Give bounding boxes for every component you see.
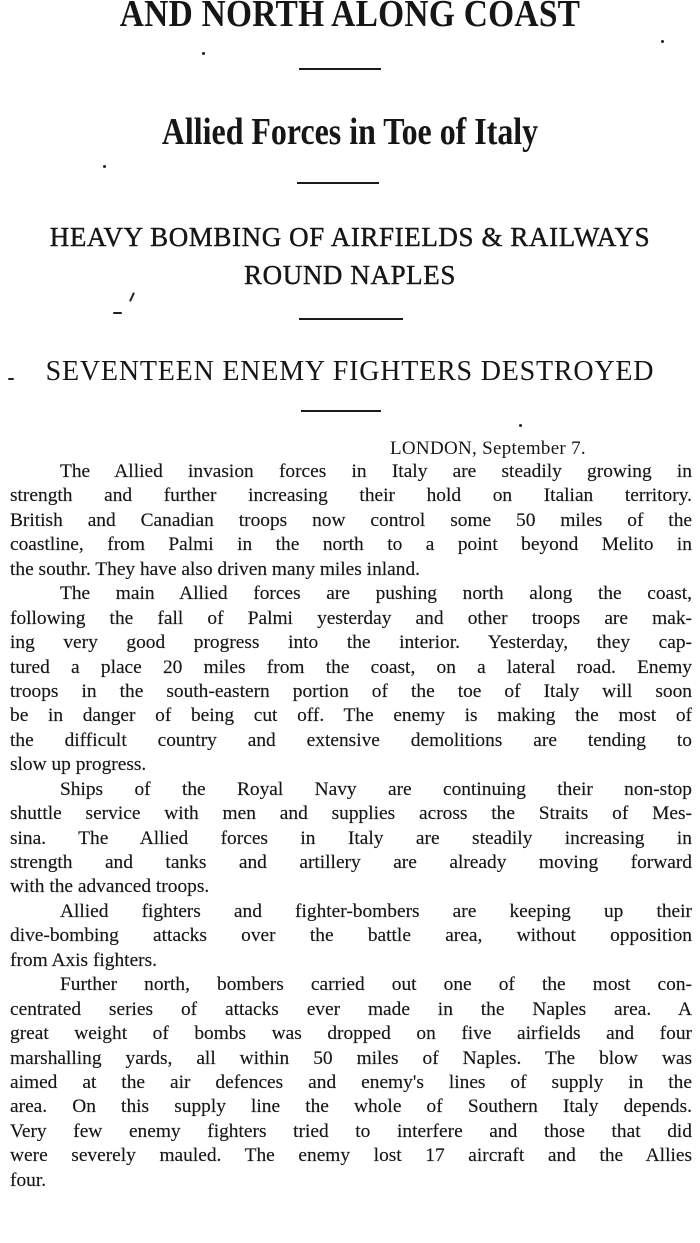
article-line: following the fall of Palmi yesterday and other troops are mak- xyxy=(10,607,692,629)
headline-fighters: SEVENTEEN ENEMY FIGHTERS DESTROYED xyxy=(45,356,655,387)
article-body xyxy=(10,460,692,1193)
article-line: be in danger of being cut off. The enemy is making the most of xyxy=(10,705,692,727)
article-line: marshalling yards, all within 50 miles of Naples. The blow was xyxy=(10,1047,692,1069)
scan-speck xyxy=(202,52,205,55)
article-line: centrated series of attacks ever made in the Naples area. A xyxy=(10,998,692,1020)
article-line: four. xyxy=(10,1169,47,1191)
scan-speck xyxy=(113,312,122,314)
divider-rule-2 xyxy=(297,182,379,184)
article-line: the difficult country and extensive demolitions are tending to xyxy=(10,729,692,751)
article-line: slow up progress. xyxy=(10,754,147,776)
headline-bombing-line-1: HEAVY BOMBING OF AIRFIELDS & RAILWAYS xyxy=(49,222,651,252)
article-line: great weight of bombs was dropped on five airfields and four xyxy=(10,1023,692,1045)
divider-rule-3 xyxy=(299,318,403,320)
headline-main: AND NORTH ALONG COAST xyxy=(119,0,581,35)
article-line: troops in the south-eastern portion of the toe of Italy will soon xyxy=(10,680,692,702)
dateline: LONDON, September 7. xyxy=(390,438,586,459)
divider-rule-1 xyxy=(299,68,381,70)
article-line: area. On this supply line the whole of Southern Italy depends. xyxy=(10,1096,692,1118)
article-line: strength and tanks and artillery are already moving forward xyxy=(10,852,692,873)
article-line: British and Canadian troops now control some 50 miles of the xyxy=(10,509,692,531)
article-line: Ships of the Royal Navy are continuing their non-stop xyxy=(60,778,692,800)
article-line: from Axis fighters. xyxy=(10,949,158,971)
article-line: Very few enemy fighters tried to interfere and those that did xyxy=(10,1120,692,1142)
scan-speck xyxy=(661,40,664,43)
article-line: coastline, from Palmi in the north to a point beyond Melito in xyxy=(10,534,692,556)
scan-speck xyxy=(103,165,106,168)
divider-rule-4 xyxy=(301,410,381,412)
article-line: aimed at the air defences and enemy's lines of supply in the xyxy=(10,1071,692,1093)
headline-bombing xyxy=(0,218,700,294)
article-line: The main Allied forces are pushing north along the coast, xyxy=(60,583,692,605)
headline-sub: Allied Forces in Toe of Italy xyxy=(161,111,539,153)
scan-speck xyxy=(8,378,14,380)
article-line: Allied fighters and fighter-bombers are keeping up their xyxy=(60,900,692,922)
scan-speck xyxy=(519,424,522,427)
article-line: ing very good progress into the interior. Yesterday, they cap- xyxy=(10,632,692,654)
article-line: sina. The Allied forces in Italy are steadily increasing in xyxy=(10,827,692,849)
article-line: were severely mauled. The enemy lost 17 aircraft and the Allies xyxy=(10,1145,692,1167)
article-line: strength and further increasing their hold on Italian territory. xyxy=(10,485,692,507)
article-line: tured a place 20 miles from the coast, on a lateral road. Enemy xyxy=(10,656,692,678)
article-line: dive-bombing attacks over the battle area, without opposition xyxy=(10,925,692,947)
article-line: shuttle service with men and supplies across the Straits of Mes- xyxy=(10,803,692,825)
article-line: Further north, bombers carried out one of the most con- xyxy=(60,974,692,996)
article-line: with the advanced troops. xyxy=(10,876,210,898)
article-line: The Allied invasion forces in Italy are steadily growing in xyxy=(60,461,692,482)
article-line: the southr. They have also driven many miles inland. xyxy=(10,558,420,580)
headline-bombing-line-2: ROUND NAPLES xyxy=(244,260,456,290)
